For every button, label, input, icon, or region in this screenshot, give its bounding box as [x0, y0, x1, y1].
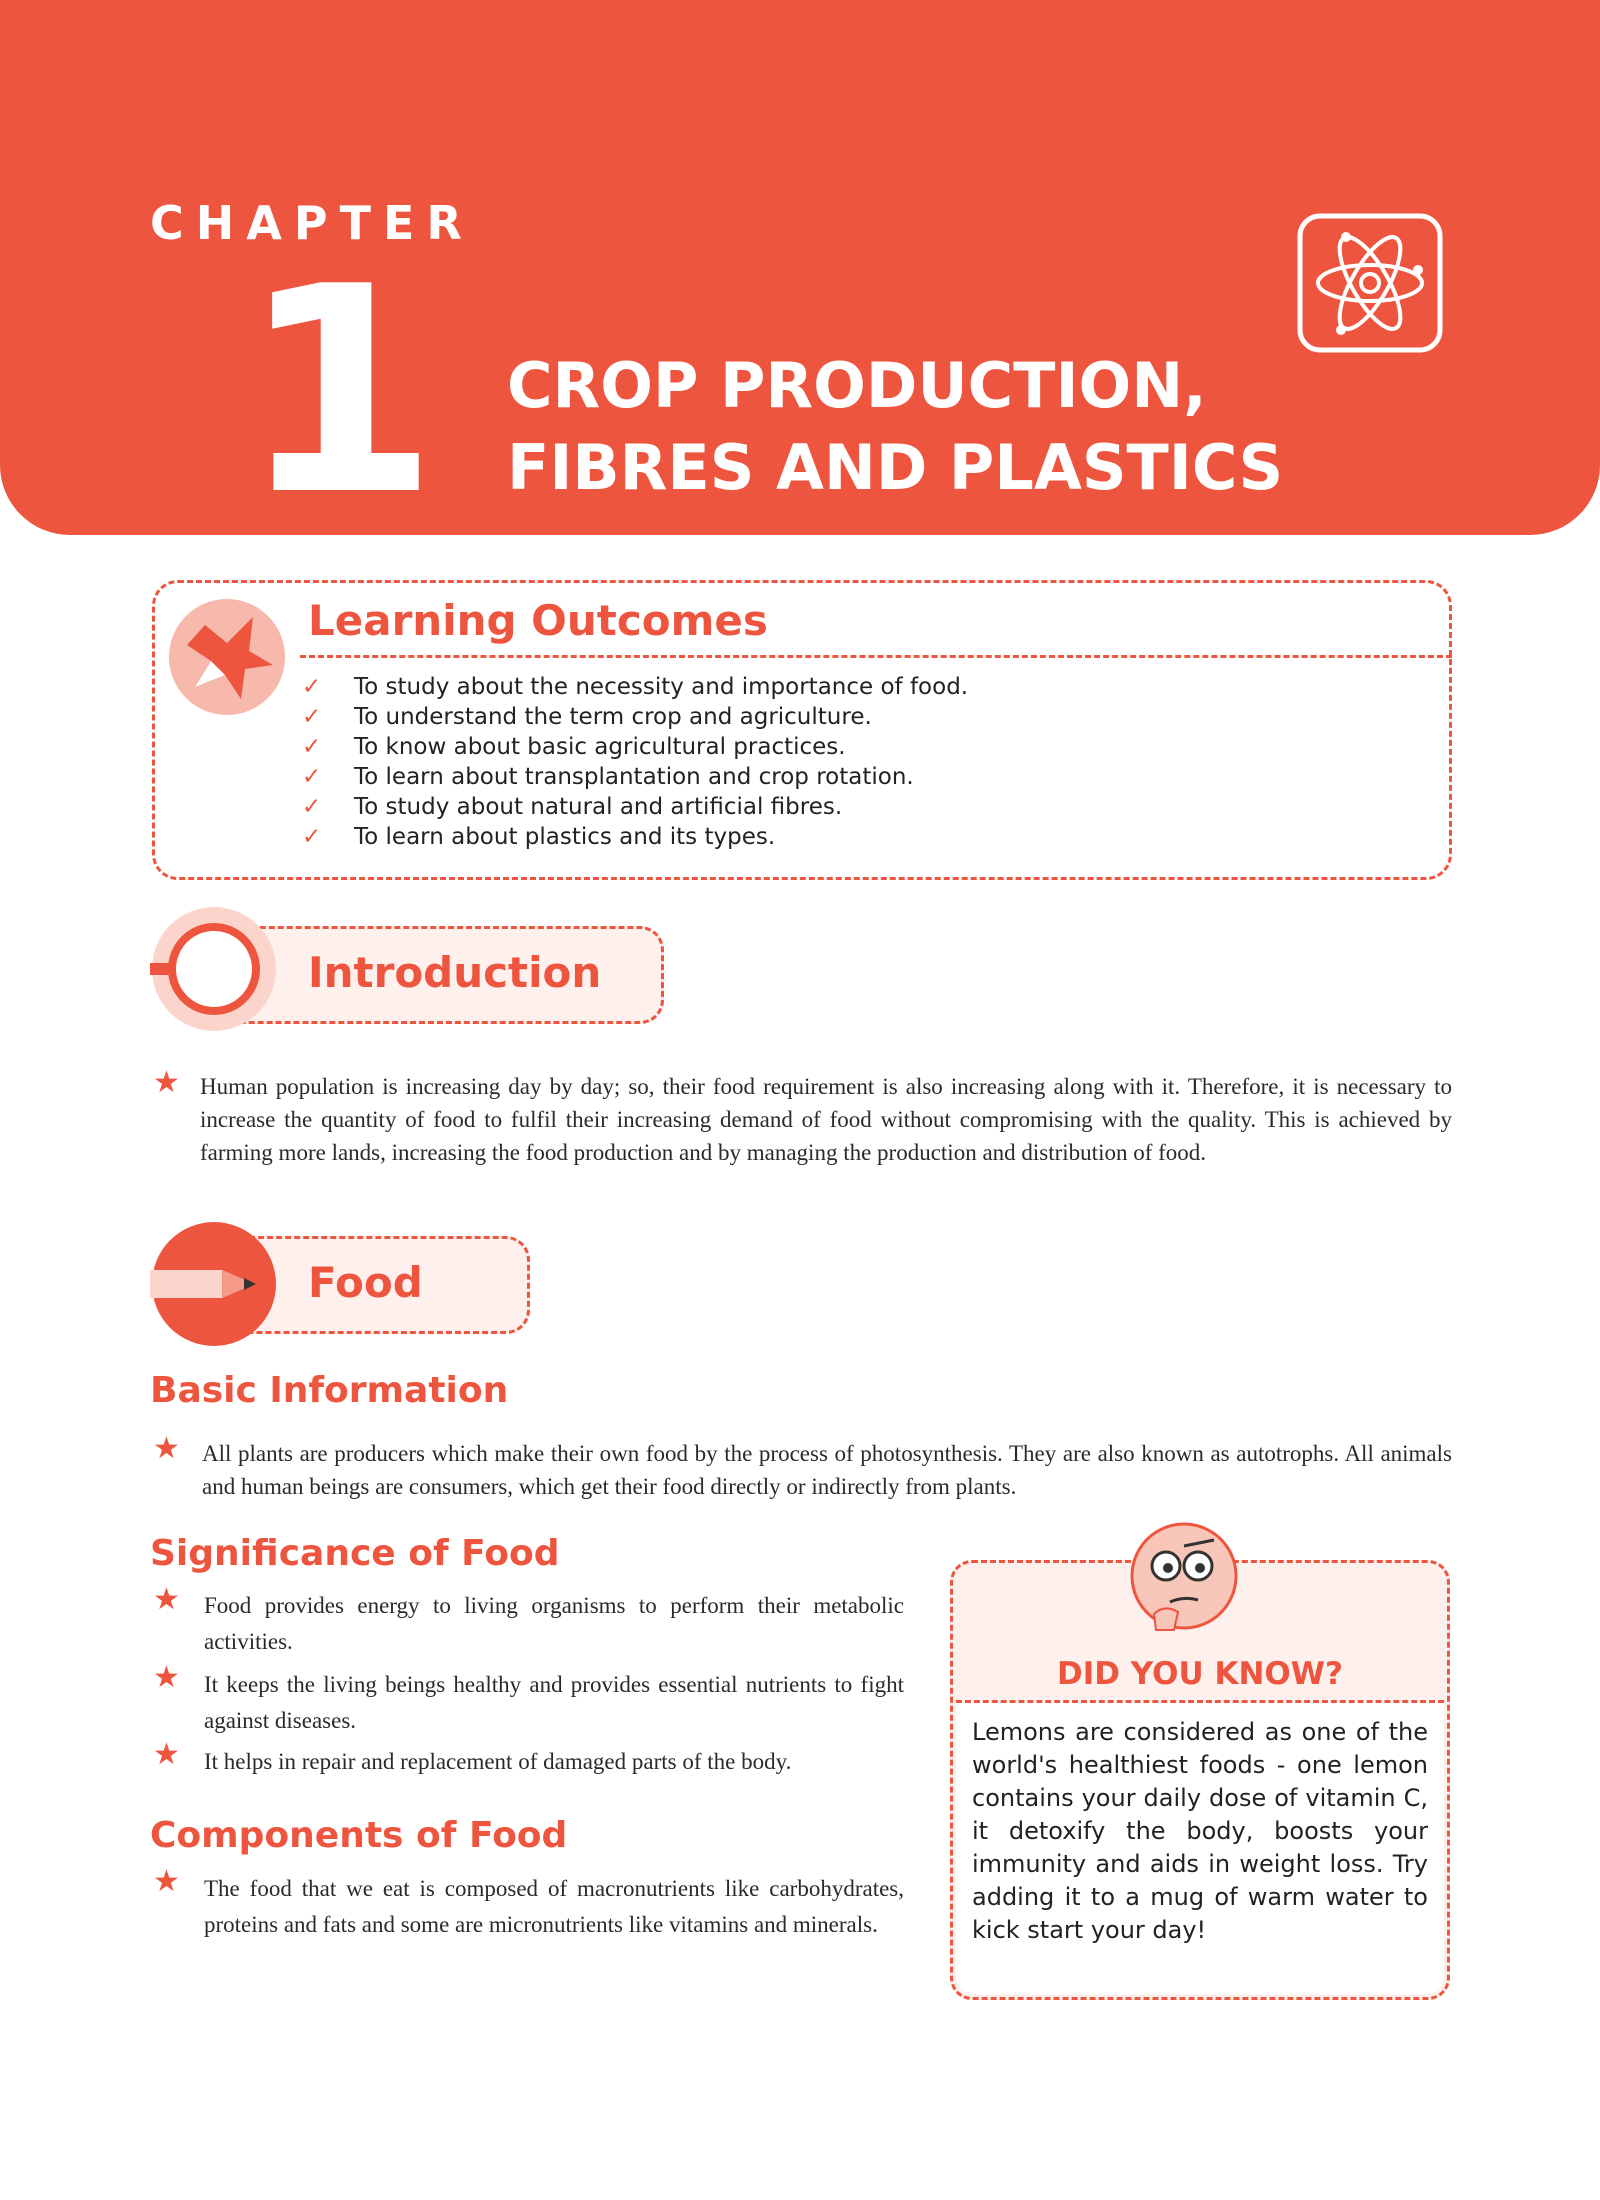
- significance-heading: Significance of Food: [150, 1533, 560, 1574]
- list-item: It keeps the living beings healthy and provides essential nutrients to fight against diseases.: [204, 1672, 904, 1733]
- list-item: ✓ To understand the term crop and agriculture.: [302, 704, 872, 730]
- check-icon: ✓: [302, 734, 322, 760]
- learning-outcomes-list: [302, 672, 968, 852]
- check-icon: ✓: [302, 794, 322, 820]
- star-bullet-icon: ★: [153, 1431, 180, 1466]
- check-icon: ✓: [302, 764, 322, 790]
- basic-information-paragraph: All plants are producers which make their own food by the process of photosynthesis. They are also known as autotrophs. All animals and human beings are consumers, which get their food directly or indirectly from plants.: [202, 1441, 1452, 1499]
- pencil-icon: [150, 1220, 278, 1348]
- check-icon: ✓: [302, 704, 322, 730]
- list-item: ✓ To learn about plastics and its types.: [302, 824, 776, 850]
- learning-outcomes-title: Learning Outcomes: [308, 596, 768, 645]
- list-item: ✓ To study about natural and artificial fibres.: [302, 794, 843, 820]
- introduction-title: Introduction: [308, 948, 602, 997]
- star-bullet-icon: ★: [153, 1737, 180, 1772]
- star-bullet-icon: ★: [153, 1864, 180, 1899]
- check-icon: ✓: [302, 674, 322, 700]
- components-heading: Components of Food: [150, 1815, 568, 1856]
- list-item: Food provides energy to living organisms to perform their metabolic activities.: [204, 1593, 904, 1654]
- food-title: Food: [308, 1258, 423, 1307]
- chapter-label: CHAPTER: [150, 196, 474, 250]
- components-paragraph: The food that we eat is composed of macronutrients like carbohydrates, proteins and fats and some are micronutrients like vitamins and minerals.: [204, 1876, 904, 1937]
- ring-icon: [150, 905, 278, 1033]
- star-bullet-icon: ★: [153, 1582, 180, 1617]
- list-item: ✓ To study about the necessity and importance of food.: [302, 674, 969, 700]
- thinking-face-icon: [1124, 1518, 1244, 1638]
- star-bullet-icon: ★: [153, 1660, 180, 1695]
- introduction-paragraph: Human population is increasing day by day; so, their food requirement is also increasing along with it. Therefore, it is necessary to increase the quantity of food to fulfil their increasing demand of food without compromising with the quality. This is achieved by farming more lands, increasing the food production and by managing the production and distribution of food.: [200, 1074, 1452, 1165]
- check-icon: ✓: [302, 824, 322, 850]
- atom-icon: [1296, 212, 1444, 354]
- list-item: ✓ To know about basic agricultural practices.: [302, 734, 846, 760]
- learning-outcomes-divider: [300, 655, 1452, 658]
- basic-information-heading: Basic Information: [150, 1370, 509, 1411]
- did-you-know-title: DID YOU KNOW?: [1057, 1656, 1343, 1692]
- list-item: ✓ To learn about transplantation and crop rotation.: [302, 764, 914, 790]
- chapter-number: 1: [240, 226, 439, 558]
- list-item: It helps in repair and replacement of damaged parts of the body.: [204, 1749, 792, 1774]
- chapter-title-line-2: FIBRES AND PLASTICS: [507, 431, 1284, 504]
- chapter-title-line-1: CROP PRODUCTION,: [507, 349, 1207, 422]
- did-you-know-text: Lemons are considered as one of the world's healthiest foods - one lemon contains your daily dose of vitamin C, it detoxify the body, boosts your immunity and aids in weight loss. Try adding it to a mug of warm water to kick start your day!: [972, 1718, 1428, 1944]
- chapter-title: [507, 345, 1283, 509]
- star-bullet-icon: ★: [153, 1065, 180, 1100]
- puzzle-star-icon: [165, 595, 290, 720]
